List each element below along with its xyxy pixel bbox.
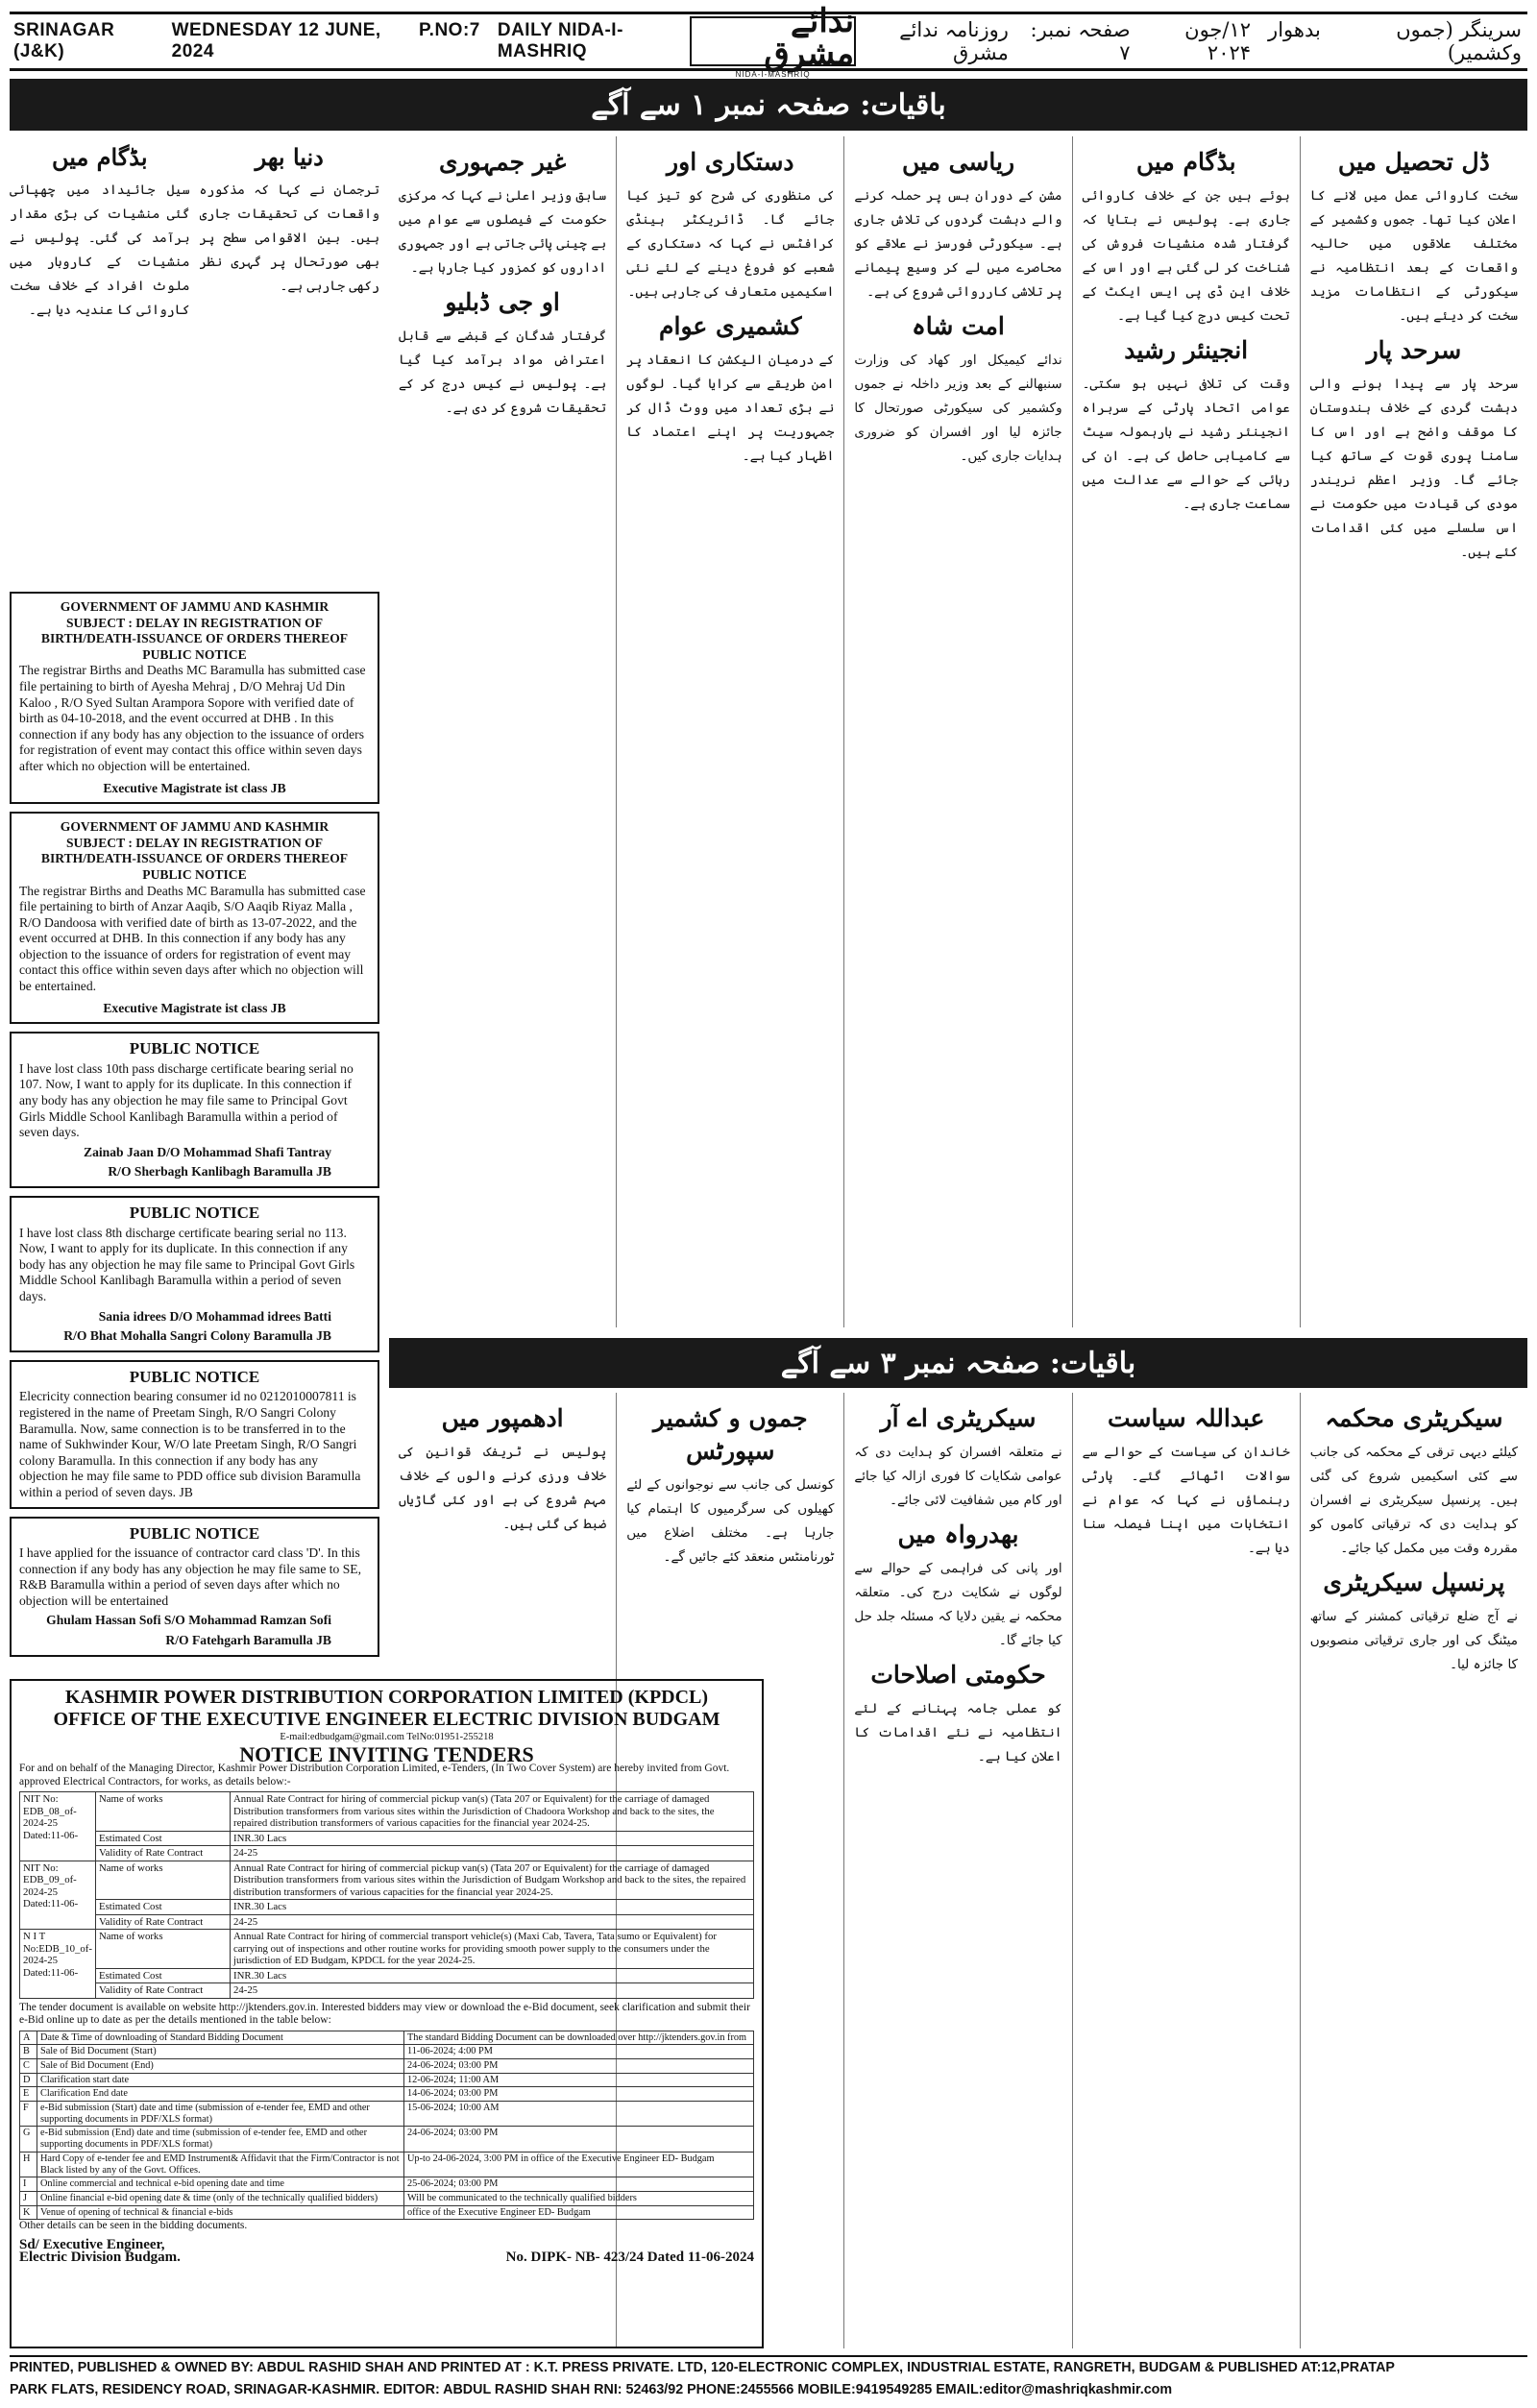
tender-field-label: Estimated Cost [95, 1900, 230, 1915]
tender-work-row [20, 1930, 754, 1969]
article-body: نے متعلقہ افسران کو ہدایت دی کہ عوامی شکایات کا فوری ازالہ کیا جائے اور کام میں شفافیت لائی جائے۔ [854, 1445, 1062, 1508]
article-column [10, 136, 190, 592]
notice-body: I have applied for the issuance of contractor card class 'D'. In this connection if any body has any objection he may file same to SE, R&B Baramulla within a period of seven days after which no objection will be entertained [19, 1545, 361, 1608]
notice-signature: Executive Magistrate ist class JB [103, 1000, 286, 1015]
tender-schedule-row [20, 2191, 754, 2205]
notice-body: Elecricity connection bearing consumer id no 0212010007811 is registered in the name of Preetam Singh, R/O Sangri Colony Baramulla. Now, same connection is to be transferred in to the name of Sukhwinder Kour, W/O late Preetam Singh, R/O Sangri colony Baramulla. In this connection if any body has any objection he may file same to PDD office sub division Baramulla within a period of seven days. JB [19, 1389, 361, 1499]
lost-certificate-notice [10, 1196, 379, 1352]
schedule-key: A [20, 2031, 37, 2045]
schedule-item: e-Bid submission (Start) date and time (submission of e-tender fee, EMD and other supporting documents in PDF/XLS format) [37, 2102, 404, 2127]
schedule-key: G [20, 2127, 37, 2152]
article-body: نے آج ضلع ترقیاتی کمشنر کے ساتھ میٹنگ کی اور جاری ترقیاتی منصوبوں کا جائزہ لیا۔ [1309, 1609, 1518, 1672]
article-heading: سیکریٹری اے آر [880, 1404, 1037, 1432]
birth-registration-notice [10, 592, 379, 804]
article-heading: کشمیری عوام [659, 312, 802, 340]
schedule-value: 11-06-2024; 4:00 PM [404, 2045, 754, 2059]
article-heading: عبداللہ سیاست [1108, 1404, 1265, 1432]
article-column [843, 136, 1071, 1327]
schedule-item: Online commercial and technical e-bid opening date and time [37, 2177, 404, 2192]
notice-body: The registrar Births and Deaths MC Baramulla has submitted case file pertaining to birth of Anzar Aaqib, S/O Aaqib Riyaz Malla , R/O Dandoosa with verified date of birth as 13-07-2022, and the event occurred at DHB. In this connection if any body has any objection to the issuance of orders for registration of event may contact this office within seven days after which no objection will be entertained. [19, 883, 366, 994]
tender-work-row [20, 1914, 754, 1930]
notice-subject: SUBJECT : DELAY IN REGISTRATION OF BIRTH/DEATH-ISSUANCE OF ORDERS THEREOF [40, 615, 349, 646]
tender-nit-number: NIT No: EDB_08_of-2024-25 Dated:11-06- [20, 1792, 96, 1861]
tender-schedule-row [20, 2087, 754, 2102]
article-heading: او جی ڈبلیو [445, 288, 560, 316]
tender-signatory-office: Electric Division Budgam. [19, 2250, 181, 2266]
notice-title: PUBLIC NOTICE [142, 866, 247, 882]
article-body: کونسل کی جانب سے نوجوانوں کے لئے کھیلوں کی سرگرمیوں کا اہتمام کیا جارہا ہے۔ مختلف اضلاع میں ٹورنامنٹس منعقد کئے جائیں گے۔ [626, 1477, 835, 1565]
article-heading: غیر جمہوری [438, 148, 567, 176]
schedule-item: Venue of opening of technical & financial e-bids [37, 2205, 404, 2220]
tender-schedule-row [20, 2045, 754, 2059]
schedule-value: 14-06-2024; 03:00 PM [404, 2087, 754, 2102]
section-banner-bottom: باقیات: صفحہ نمبر ۳ سے آگے [389, 1338, 1527, 1388]
tender-footer [19, 2236, 754, 2266]
article-heading: حکومتی اصلاحات [870, 1661, 1046, 1689]
article-body: اور پانی کی فراہمی کے حوالے سے لوگوں نے شکایت درج کی۔ متعلقہ محکمہ نے یقین دلایا کہ مسئلہ جلد حل کیا جائے گا۔ [854, 1561, 1062, 1648]
schedule-value: Up-to 24-06-2024, 3:00 PM in office of the Executive Engineer ED- Budgam [404, 2152, 754, 2177]
schedule-item: Online financial e-bid opening date & time (only of the technically qualified bidders) [37, 2191, 404, 2205]
tender-notice [10, 1679, 764, 2348]
article-heading: سرحد پار [1366, 336, 1462, 364]
tender-schedule-row [20, 2205, 754, 2220]
notice-body: The registrar Births and Deaths MC Baramulla has submitted case file pertaining to birth of Ayesha Mehraj , D/O Mehraj Ud Din Kaloo , R/O Syed Sultan Arampora Sopore with verified date of birth as 04-10-2018, and the event occurred at DHB . In this connection if any body has any objection to the issuance of orders for registration of event may contact this office within seven days after which no objection will be entertained. [19, 663, 366, 773]
notice-title: PUBLIC NOTICE [142, 646, 247, 662]
article-body: کیلئے دیہی ترقی کے محکمہ کی جانب سے کئی اسکیمیں شروع کی گئی ہیں۔ پرنسپل سیکریٹری نے افسران کو ہدایت دی کہ ترقیاتی کاموں کو مقررہ وقت میں مکمل کیا جائے۔ [1309, 1445, 1518, 1556]
tender-field-value: 24-25 [230, 1983, 753, 1999]
notice-signature: Zainab Jaan D/O Mohammad Shafi Tantray [84, 1144, 331, 1159]
article-heading: بڈگام میں [51, 143, 148, 171]
logo-urdu: ندائے مشرق [764, 1, 855, 73]
article-heading: ریاسی میں [901, 148, 1015, 176]
tender-field-value: INR.30 Lacs [230, 1900, 753, 1915]
schedule-key: F [20, 2102, 37, 2127]
article-heading: ڈل تحصیل میں [1337, 148, 1490, 176]
tender-work-row [20, 1983, 754, 1999]
tender-field-label: Estimated Cost [95, 1968, 230, 1983]
tender-field-label: Validity of Rate Contract [95, 1846, 230, 1861]
article-body: سابق وزیر اعلیٰ نے کہا کہ مرکزی حکومت کے فیصلوں سے عوام میں بے چینی پائی جاتی ہے اور جمہوری اداروں کو کمزور کیا جارہا ہے۔ [398, 188, 607, 276]
article-body: کے درمیان الیکشن کا انعقاد پر امن طریقے سے کرایا گیا۔ لوگوں نے بڑی تعداد میں ووٹ ڈال کر جمہوریت پر اپنے اعتماد کا اظہار کیا ہے۔ [626, 353, 835, 464]
tender-contact: E-mail:edbudgam@gmail.com TelNo:01951-255218 [280, 1732, 494, 1742]
schedule-value: 15-06-2024; 10:00 AM [404, 2102, 754, 2127]
schedule-item: e-Bid submission (End) date and time (submission of e-tender fee, EMD and other supporting documents in PDF/XLS format) [37, 2127, 404, 2152]
article-body: سرحد پار سے پیدا ہونے والی دہشت گردی کے خلاف ہندوستان کا موقف واضح ہے اور اس کا سامنا پوری قوت کے ساتھ کیا جائے گا۔ وزیر اعظم نریندر مودی کی قیادت میں حکومت نے اس سلسلے میں کئی اقدامات کئے ہیں۔ [1309, 377, 1518, 560]
tender-field-label: Estimated Cost [95, 1831, 230, 1846]
imprint-line-2: PARK FLATS, RESIDENCY ROAD, SRINAGAR-KASHMIR. EDITOR: ABDUL RASHID SHAH RNI: 52463/92 PHONE:2455566 MOBILE:9419549285 EMAIL:editor@mashriqkashmir.com [10, 2382, 1173, 2397]
tender-field-value: INR.30 Lacs [230, 1831, 753, 1846]
section-banner-top: باقیات: صفحہ نمبر ۱ سے آگے [10, 79, 1527, 131]
masthead-paper: DAILY NIDA-I-MASHRIQ [497, 20, 623, 61]
article-body: ہوئے ہیں جن کے خلاف کاروائی جاری ہے۔ پولیس نے بتایا کہ گرفتار شدہ منشیات فروش کی شناخت کر لی گئی ہے اور اس کے خلاف این ڈی پی ایس ایکٹ کے تحت کیس درج کیا گیا ہے۔ [1082, 188, 1290, 324]
article-body: کو عملی جامہ پہنانے کے لئے انتظامیہ نے نئے اقدامات کا اعلان کیا ہے۔ [854, 1701, 1062, 1764]
article-body: پولیس نے ٹریفک قوانین کی خلاف ورزی کرنے والوں کے خلاف مہم شروع کی ہے اور کئی گاڑیاں ضبط کی گئی ہیں۔ [398, 1445, 607, 1532]
tender-schedule-row [20, 2031, 754, 2045]
article-body: ترجمان نے کہا کہ مذکورہ واقعات کی تحقیقات جاری ہیں۔ بین الاقوامی سطح پر بھی صورتحال پر گہری نظر رکھی جارہی ہے۔ [199, 182, 379, 294]
imprint-footer [10, 2355, 1527, 2403]
tender-field-value: Annual Rate Contract for hiring of commercial transport vehicle(s) (Maxi Cab, Tavera, Tata sumo or Equivalent) for carrying out of inspections and other routine works for providing smooth power supply to the consumers under the jurisdiction of ED Budgam, KPDCL for the year 2024-25. [230, 1930, 753, 1969]
notices-column [10, 136, 379, 1665]
masthead [10, 1, 1527, 79]
article-heading: بھدرواہ میں [897, 1520, 1019, 1548]
article-heading: انجینئر رشید [1124, 336, 1249, 364]
article-body: کی منظوری کی شرح کو تیز کیا جائے گا۔ ڈائریکٹر ہینڈی کرافٹس نے کہا کہ دستکاری کے شعبے کو فروغ دینے کے لئے نئی اسکیمیں متعارف کی جارہی ہیں۔ [626, 188, 835, 300]
tender-schedule-row [20, 2102, 754, 2127]
notice-title: PUBLIC NOTICE [129, 1204, 260, 1222]
schedule-item: Sale of Bid Document (End) [37, 2058, 404, 2073]
masthead-urdu-location: سرینگر (جموں وکشمیر) [1396, 18, 1522, 64]
article-column [389, 136, 616, 1327]
tender-field-label: Name of works [95, 1792, 230, 1832]
tender-field-label: Name of works [95, 1861, 230, 1900]
lost-certificate-notice [10, 1032, 379, 1188]
article-column [200, 136, 380, 592]
article-column [843, 1393, 1071, 2348]
tender-title: NOTICE INVITING TENDERS [239, 1741, 534, 1766]
schedule-key: H [20, 2152, 37, 2177]
notice-header: GOVERNMENT OF JAMMU AND KASHMIR [60, 599, 329, 614]
notice-subject: SUBJECT : DELAY IN REGISTRATION OF BIRTH/DEATH-ISSUANCE OF ORDERS THEREOF [40, 835, 349, 866]
notice-signature: Sania idrees D/O Mohammad idrees Batti [98, 1308, 331, 1324]
schedule-item: Clarification End date [37, 2087, 404, 2102]
article-heading: پرنسپل سیکریٹری [1323, 1569, 1505, 1596]
masthead-urdu-date: ۱۲/جون ۲۰۲۴ [1184, 18, 1252, 64]
tender-field-label: Name of works [95, 1930, 230, 1969]
tender-field-label: Validity of Rate Contract [95, 1914, 230, 1930]
article-body: مشن کے دوران بس پر حملہ کرنے والے دہشت گردوں کی تلاش جاری ہے۔ سیکورٹی فورسز نے علاقے کو محاصرے میں لے کر وسیع پیمانے پر تلاشی کارروائی شروع کی ہے۔ [854, 188, 1062, 300]
tender-schedule-row [20, 2177, 754, 2192]
article-body: سخت کاروائی عمل میں لانے کا اعلان کیا تھا۔ جموں وکشمیر کے مختلف علاقوں میں حالیہ واقعات کے بعد انتظامیہ نے سیکورٹی کے انتظامات مزید سخت کر دیئے ہیں۔ [1309, 188, 1518, 324]
tender-work-row [20, 1846, 754, 1861]
tender-work-row [20, 1861, 754, 1900]
tender-schedule-row [20, 2073, 754, 2087]
imprint-line-1: PRINTED, PUBLISHED & OWNED BY: ABDUL RASHID SHAH AND PRINTED AT : K.T. PRESS PRIVATE. LTD, 120-ELECTRONIC COMPLEX, INDUSTRIAL ESTATE, RANGRETH, BUDGAM & PUBLISHED AT:12,PRATAP [10, 2360, 1395, 2375]
tender-portal-note: The tender document is available on website http://jktenders.gov.in. Interested bidders may view or download the e-Bid document, seek clarification and submit their e-Bid online up to date as per the details mentioned in the table below: [19, 2001, 750, 2026]
birth-registration-notice [10, 812, 379, 1024]
tender-field-value: INR.30 Lacs [230, 1968, 753, 1983]
article-column [1300, 1393, 1527, 2348]
urdu-lead-articles [10, 136, 379, 592]
tender-schedule-table [19, 2031, 754, 2221]
schedule-key: C [20, 2058, 37, 2073]
notice-header: GOVERNMENT OF JAMMU AND KASHMIR [60, 819, 329, 835]
logo-latin: NIDA-I-MASHRIQ [735, 69, 811, 79]
masthead-urdu-page: صفحہ نمبر: ۷ [1030, 18, 1131, 64]
article-heading: دنیا بھر [255, 143, 324, 171]
tender-schedule-row [20, 2058, 754, 2073]
article-column [616, 136, 843, 1327]
schedule-key: B [20, 2045, 37, 2059]
tender-field-value: Annual Rate Contract for hiring of commercial pickup van(s) (Tata 207 or Equivalent) for the carriage of damaged Distribution transformers from various sites within the Jurisdiction of Chadoora Workshop and back to the sites, the repaired distribution transformers of various capacities for the financial year 2024-25. [230, 1792, 753, 1832]
tender-office-name: OFFICE OF THE EXECUTIVE ENGINEER ELECTRIC DIVISION BUDGAM [53, 1709, 720, 1730]
electricity-transfer-notice [10, 1360, 379, 1509]
masthead-urdu-day: بدھوار [1268, 18, 1321, 41]
schedule-value: Will be communicated to the technically qualified bidders [404, 2191, 754, 2205]
masthead-english [10, 20, 690, 62]
notice-address: R/O Fatehgarh Baramulla JB [165, 1633, 331, 1648]
masthead-urdu [856, 18, 1527, 64]
tender-work-row [20, 1831, 754, 1846]
masthead-date: WEDNESDAY 12 JUNE, 2024 [171, 20, 381, 61]
schedule-item: Date & Time of downloading of Standard Bidding Document [37, 2031, 404, 2045]
tender-intro: For and on behalf of the Managing Director, Kashmir Power Distribution Corporation Limited, e-Tenders, (In Two Cover System) are hereby invited from Govt. approved Electrical Contractors, for works, as details below:- [19, 1763, 730, 1788]
newspaper-logo [690, 1, 856, 79]
tender-field-value: Annual Rate Contract for hiring of commercial pickup van(s) (Tata 207 or Equivalent) for the carriage of damaged Distribution transformers from various sites within the Jurisdiction of Budgam Workshop and back to the sites, the repaired distribution transformers of various capacities for the financial year 2024-25. [230, 1861, 753, 1900]
schedule-key: J [20, 2191, 37, 2205]
schedule-item: Sale of Bid Document (Start) [37, 2045, 404, 2059]
tender-schedule-row [20, 2152, 754, 2177]
notice-address: R/O Sherbagh Kanlibagh Baramulla JB [108, 1164, 331, 1180]
schedule-item: Clarification start date [37, 2073, 404, 2087]
tender-nit-number: N I T No:EDB_10_of-2024-25 Dated:11-06- [20, 1930, 96, 1999]
notice-body: I have lost class 8th discharge certificate bearing serial no 113. Now, I want to apply for its duplicate. In this connection if any body has any objection he may file same to Principal Govt Girls Middle School Kanlibagh Baramulla within a period of seven days. [19, 1225, 355, 1303]
schedule-value: 25-06-2024; 03:00 PM [404, 2177, 754, 2192]
upper-article-columns [389, 136, 1527, 1327]
masthead-location: SRINAGAR (J&K) [13, 20, 115, 61]
article-body: گرفتار شدگان کے قبضے سے قابل اعتراض مواد برآمد کیا گیا ہے۔ پولیس نے کیس درج کر کے تحقیقات شروع کر دی ہے۔ [398, 328, 607, 416]
article-heading: امت شاہ [912, 312, 1005, 340]
article-heading: بڈگام میں [1135, 148, 1236, 176]
schedule-value: 24-06-2024; 03:00 PM [404, 2058, 754, 2073]
contractor-card-notice [10, 1517, 379, 1657]
notice-signature: Executive Magistrate ist class JB [103, 780, 286, 795]
article-body: سیل جائیداد میں چھپائی گئی منشیات کی بڑی مقدار برآمد کی گئی۔ پولیس نے منشیات کے کاروبار میں ملوث افراد کے خلاف سخت کاروائی کا عندیہ دیا ہے۔ [10, 182, 190, 318]
schedule-key: K [20, 2205, 37, 2220]
article-column [1072, 136, 1300, 1327]
tender-signatory: Sd/ Executive Engineer, [19, 2236, 165, 2252]
article-heading: دستکاری اور [667, 148, 794, 176]
tender-schedule-row [20, 2127, 754, 2152]
schedule-item: Hard Copy of e-tender fee and EMD Instrument& Affidavit that the Firm/Contractor is not Black listed by any of the Govt. Offices. [37, 2152, 404, 2177]
article-body: وقت کی تلافی نہیں ہو سکتی۔ عوامی اتحاد پارٹی کے سربراہ انجینئر رشید نے بارہمولہ سیٹ سے کامیابی حاصل کی ہے۔ ان کی رہائی کے حوالے سے عدالت میں سماعت جاری ہے۔ [1082, 377, 1290, 512]
article-heading: ادھمپور میں [441, 1404, 564, 1432]
tender-field-value: 24-25 [230, 1846, 753, 1861]
article-heading: سیکریٹری محکمہ [1325, 1404, 1503, 1432]
schedule-key: E [20, 2087, 37, 2102]
tender-other-details: Other details can be seen in the bidding documents. [19, 2220, 248, 2232]
tender-nit-number: NIT No: EDB_09_of-2024-25 Dated:11-06- [20, 1861, 96, 1930]
masthead-page: P.NO:7 [418, 20, 480, 40]
notice-title: PUBLIC NOTICE [129, 1523, 260, 1543]
tender-work-row [20, 1900, 754, 1915]
tender-org-name: KASHMIR POWER DISTRIBUTION CORPORATION LIMITED (KPDCL) [64, 1687, 709, 1708]
masthead-urdu-paper: روزنامہ ندائے مشرق [899, 18, 1009, 64]
schedule-value: 24-06-2024; 03:00 PM [404, 2127, 754, 2152]
schedule-value: office of the Executive Engineer ED- Budgam [404, 2205, 754, 2220]
tender-works-table [19, 1791, 754, 1999]
article-column [1072, 1393, 1300, 2348]
tender-work-row [20, 1968, 754, 1983]
notice-title: PUBLIC NOTICE [129, 1039, 260, 1058]
schedule-value: 12-06-2024; 11:00 AM [404, 2073, 754, 2087]
article-column [1300, 136, 1527, 1327]
notice-body: I have lost class 10th pass discharge certificate bearing serial no 107. Now, I want to apply for its duplicate. In this connection if any body has any objection he may file same to Principal Govt Girls Middle School Kanlibagh Baramulla within a period of seven days. [19, 1060, 354, 1140]
tender-work-row [20, 1792, 754, 1832]
schedule-key: D [20, 2073, 37, 2087]
schedule-key: I [20, 2177, 37, 2192]
article-heading: جموں و کشمیر سپورٹس [652, 1404, 808, 1465]
tender-field-label: Validity of Rate Contract [95, 1983, 230, 1999]
notice-title: PUBLIC NOTICE [129, 1367, 260, 1386]
tender-field-value: 24-25 [230, 1914, 753, 1930]
tender-reference: No. DIPK- NB- 423/24 Dated 11-06-2024 [505, 2250, 754, 2266]
notice-address: R/O Bhat Mohalla Sangri Colony Baramulla JB [63, 1328, 331, 1344]
notice-signature: Ghulam Hassan Sofi S/O Mohammad Ramzan Sofi [46, 1613, 331, 1628]
article-body: ندائے کیمیکل اور کھاد کی وزارت سنبھالنے کے بعد وزیر داخلہ نے جموں وکشمیر کی سیکورٹی صورتحال کا جائزہ لیا اور افسران کو ضروری ہدایات جاری کیں۔ [854, 353, 1062, 464]
article-body: خاندان کی سیاست کے حوالے سے سوالات اٹھائے گئے۔ پارٹی رہنماؤں نے کہا کہ عوام نے انتخابات میں اپنا فیصلہ سنا دیا ہے۔ [1082, 1445, 1290, 1556]
schedule-value: The standard Bidding Document can be downloaded over http://jktenders.gov.in from [404, 2031, 754, 2045]
